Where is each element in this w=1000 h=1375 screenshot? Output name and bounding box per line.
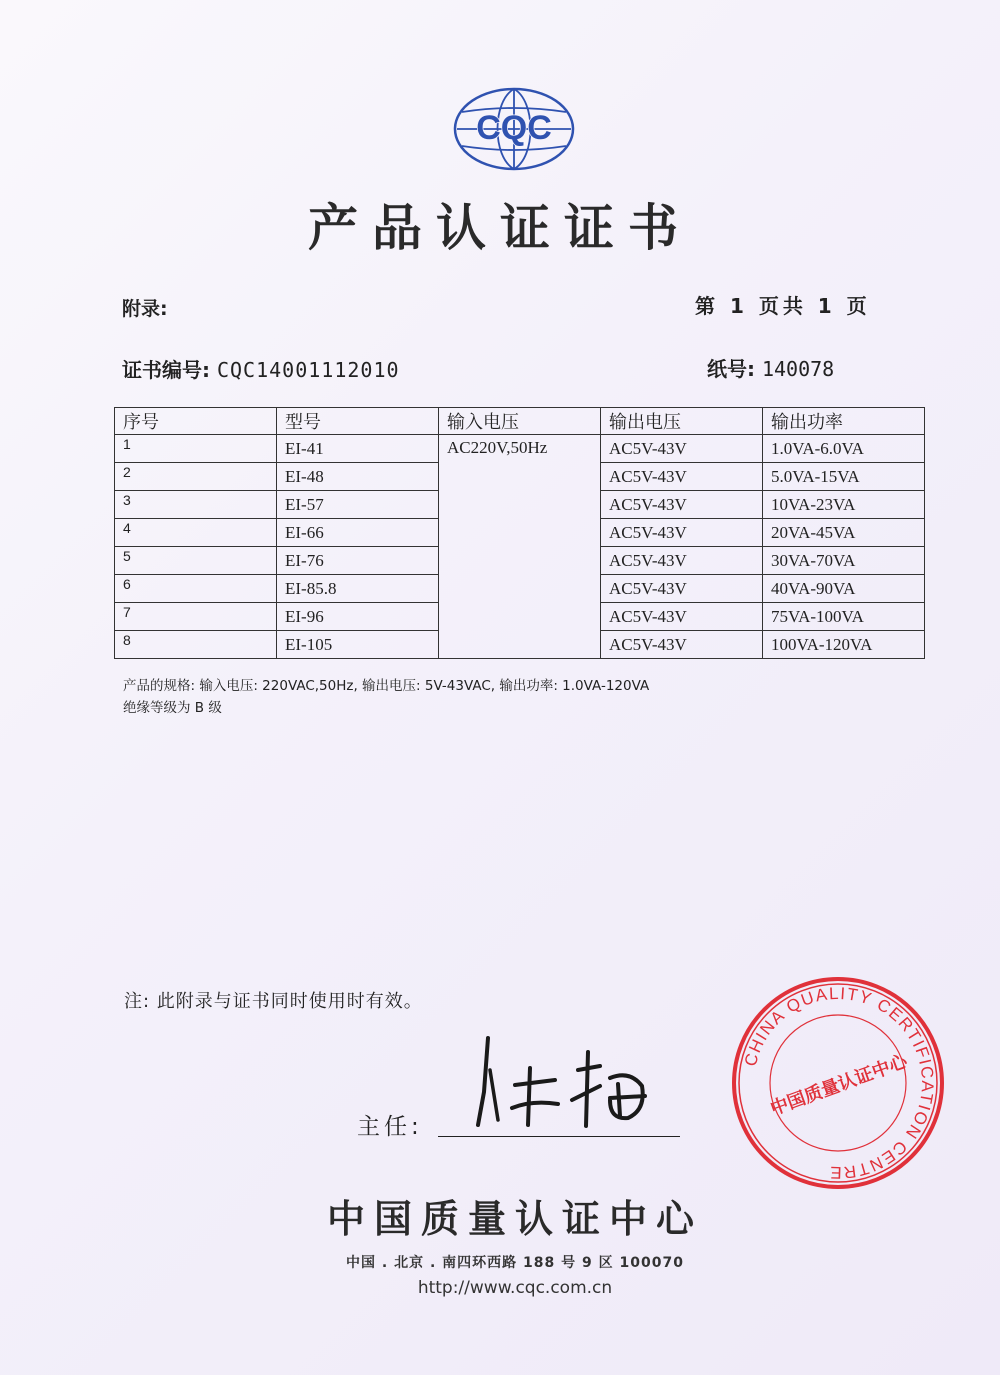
organization-url[interactable]: http://www.cqc.com.cn <box>417 1278 613 1298</box>
cell-output-power: 30VA-70VA <box>763 547 925 575</box>
cert-number <box>122 354 400 383</box>
cqc-logo <box>452 86 576 172</box>
cell-output-voltage: AC5V-43V <box>601 491 763 519</box>
paper-number-value: 140078 <box>761 357 835 381</box>
certificate-title: 产品认证证书 <box>308 199 692 257</box>
cell-seq: 3 <box>115 491 277 519</box>
specs-line-1: 产品的规格: 输入电压: 220VAC,50Hz, 输出电压: 5V-43VAC, 输出功率: 1.0VA-120VA <box>123 678 650 694</box>
cell-input-voltage: AC220V,50Hz <box>439 435 601 659</box>
cell-output-power: 1.0VA-6.0VA <box>763 435 925 463</box>
cell-model: EI-57 <box>277 491 439 519</box>
cell-model: EI-96 <box>277 603 439 631</box>
issuing-organization: 中国质量认证中心 <box>326 1197 703 1241</box>
cert-number-label: 证书编号: <box>122 358 210 382</box>
validity-note: 注: 此附录与证书同时使用时有效。 <box>124 991 423 1012</box>
cell-output-power: 5.0VA-15VA <box>763 463 925 491</box>
cell-output-power: 20VA-45VA <box>763 519 925 547</box>
cell-model: EI-41 <box>277 435 439 463</box>
stamp-outer-text-path: CHINA QUALITY CERTIFICATION CENTRE <box>740 983 938 1183</box>
cell-output-voltage: AC5V-43V <box>601 631 763 659</box>
table-row <box>115 435 925 463</box>
table-header-row <box>115 408 925 435</box>
appendix-label: 附录: <box>122 298 168 320</box>
product-table <box>114 407 925 659</box>
director-signature <box>460 1030 660 1140</box>
cell-model: EI-66 <box>277 519 439 547</box>
signature-line <box>438 1136 680 1137</box>
specs-line-2: 绝缘等级为 B 级 <box>123 700 222 716</box>
paper-number <box>707 353 834 382</box>
organization-address: 中国 . 北京 . 南四环西路 188 号 9 区 100070 <box>346 1255 684 1271</box>
paper-number-label: 纸号: <box>707 357 755 381</box>
cell-seq: 4 <box>115 519 277 547</box>
cell-seq: 2 <box>115 463 277 491</box>
page-info: 第 1 页共 1 页 <box>695 294 871 318</box>
cell-seq: 5 <box>115 547 277 575</box>
cell-model: EI-48 <box>277 463 439 491</box>
cert-number-value: CQC14001112010 <box>216 358 400 382</box>
cell-output-power: 10VA-23VA <box>763 491 925 519</box>
product-specs <box>123 675 649 719</box>
cell-model: EI-76 <box>277 547 439 575</box>
cell-model: EI-85.8 <box>277 575 439 603</box>
header-input-voltage: 输入电压 <box>439 408 601 435</box>
header-seq: 序号 <box>115 408 277 435</box>
certification-stamp <box>730 975 946 1191</box>
cell-seq: 8 <box>115 631 277 659</box>
cell-output-voltage: AC5V-43V <box>601 603 763 631</box>
header-output-power: 输出功率 <box>763 408 925 435</box>
logo-text: CQC <box>476 109 552 147</box>
cell-output-voltage: AC5V-43V <box>601 463 763 491</box>
cell-output-voltage: AC5V-43V <box>601 435 763 463</box>
cell-seq: 1 <box>115 435 277 463</box>
cell-output-power: 100VA-120VA <box>763 631 925 659</box>
cell-seq: 6 <box>115 575 277 603</box>
cell-output-power: 75VA-100VA <box>763 603 925 631</box>
header-output-voltage: 输出电压 <box>601 408 763 435</box>
stamp-inner-text: 中国质量认证中心 <box>767 1050 911 1120</box>
header-model: 型号 <box>277 408 439 435</box>
cell-seq: 7 <box>115 603 277 631</box>
cell-output-voltage: AC5V-43V <box>601 575 763 603</box>
cell-model: EI-105 <box>277 631 439 659</box>
cell-output-voltage: AC5V-43V <box>601 519 763 547</box>
cell-output-voltage: AC5V-43V <box>601 547 763 575</box>
cell-output-power: 40VA-90VA <box>763 575 925 603</box>
director-label: 主任: <box>357 1114 423 1140</box>
